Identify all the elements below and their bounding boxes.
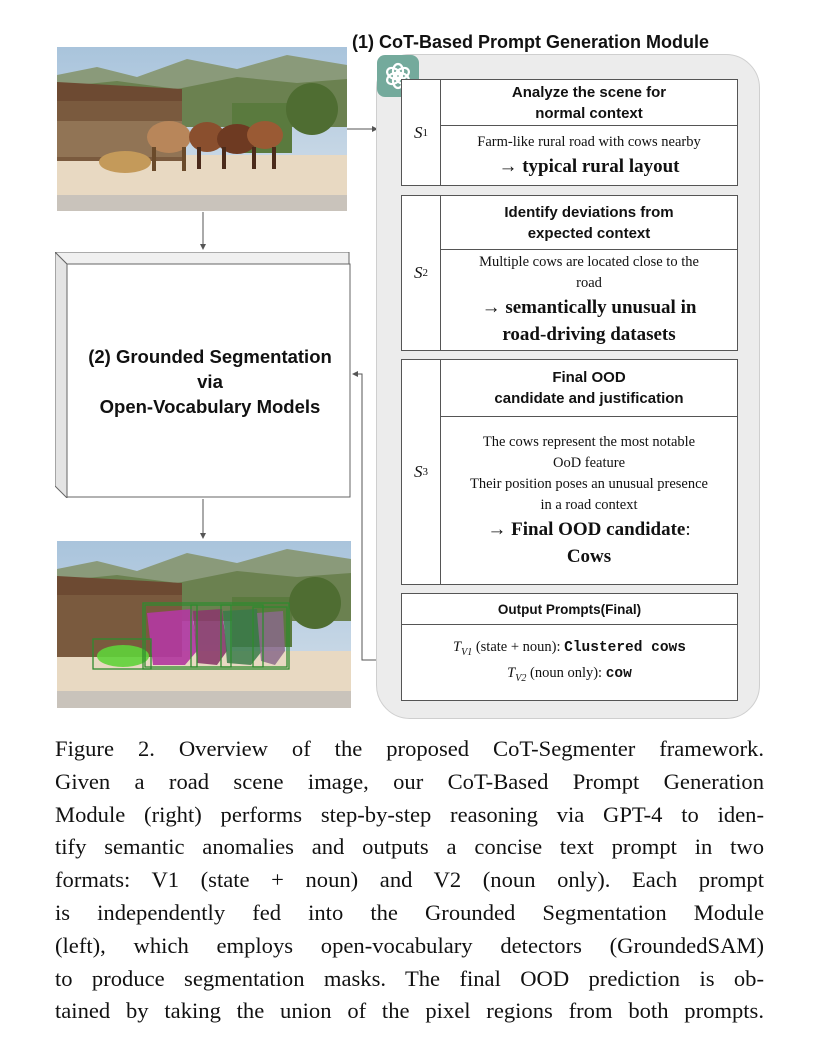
- step-2-box: [401, 195, 738, 351]
- step-2-body: Multiple cows are located close to the road → semantically unusual in road-driving datasets: [479, 254, 699, 345]
- step-3-body: The cows represent the most notable OoD feature Their position poses an unusual presence in a road context → Final OOD candidate: Cows: [470, 433, 708, 567]
- prompt-v1-line: $T_{V1}$ (state + noun): Clustered cows: [453, 638, 686, 658]
- step-1-box: [401, 79, 738, 186]
- prompt-v2-text: cow: [605, 665, 632, 682]
- step-3-label: S 3: [402, 360, 441, 584]
- input-road-scene-image: [57, 47, 347, 211]
- prompt-v1-text: Clustered cows: [564, 639, 686, 656]
- output-prompts-body: [402, 625, 737, 700]
- step-2-heading: Identify deviations from expected context: [441, 196, 737, 250]
- output-prompts-box: [401, 593, 738, 701]
- grounded-segmentation-label: (2) Grounded Segmentation via Open-Vocabulary Models: [88, 346, 332, 417]
- step-3-heading: Final OOD candidate and justification: [441, 360, 737, 417]
- step-1-body: Farm-like rural road with cows nearby → typical rural layout: [477, 133, 701, 177]
- cot-module-title: (1) CoT-Based Prompt Generation Module: [352, 32, 710, 52]
- step-1-label: S 1: [402, 80, 441, 185]
- step-3-box: [401, 359, 738, 585]
- figure-caption: Figure 2. Overview of the proposed CoT-Segmenter framework. Given a road scene image, our CoT-Based Prompt Generation Module (right) performs step-by-step reasoning via GPT-4 to iden- tify semantic anomalies and outputs a concise text prompt in two formats: V1 (state + noun) and V2 (noun only). Each prompt is independently fed into the Grounded Segmentation Module (left), which employs open-vocabulary detectors (GroundedSAM) to produce segmentation masks. The final OOD prediction is ob- tained by taking the union of the pixel regions from both prompts.: [55, 736, 764, 1024]
- prompt-v2-line: $T_{V2}$ (noun only): cow: [507, 664, 632, 684]
- step-1-heading: Analyze the scene for normal context: [441, 80, 737, 126]
- segmented-output-image: [57, 541, 351, 708]
- step-2-label: S 2: [402, 196, 441, 350]
- output-prompts-title: Output Prompts(Final): [402, 594, 737, 625]
